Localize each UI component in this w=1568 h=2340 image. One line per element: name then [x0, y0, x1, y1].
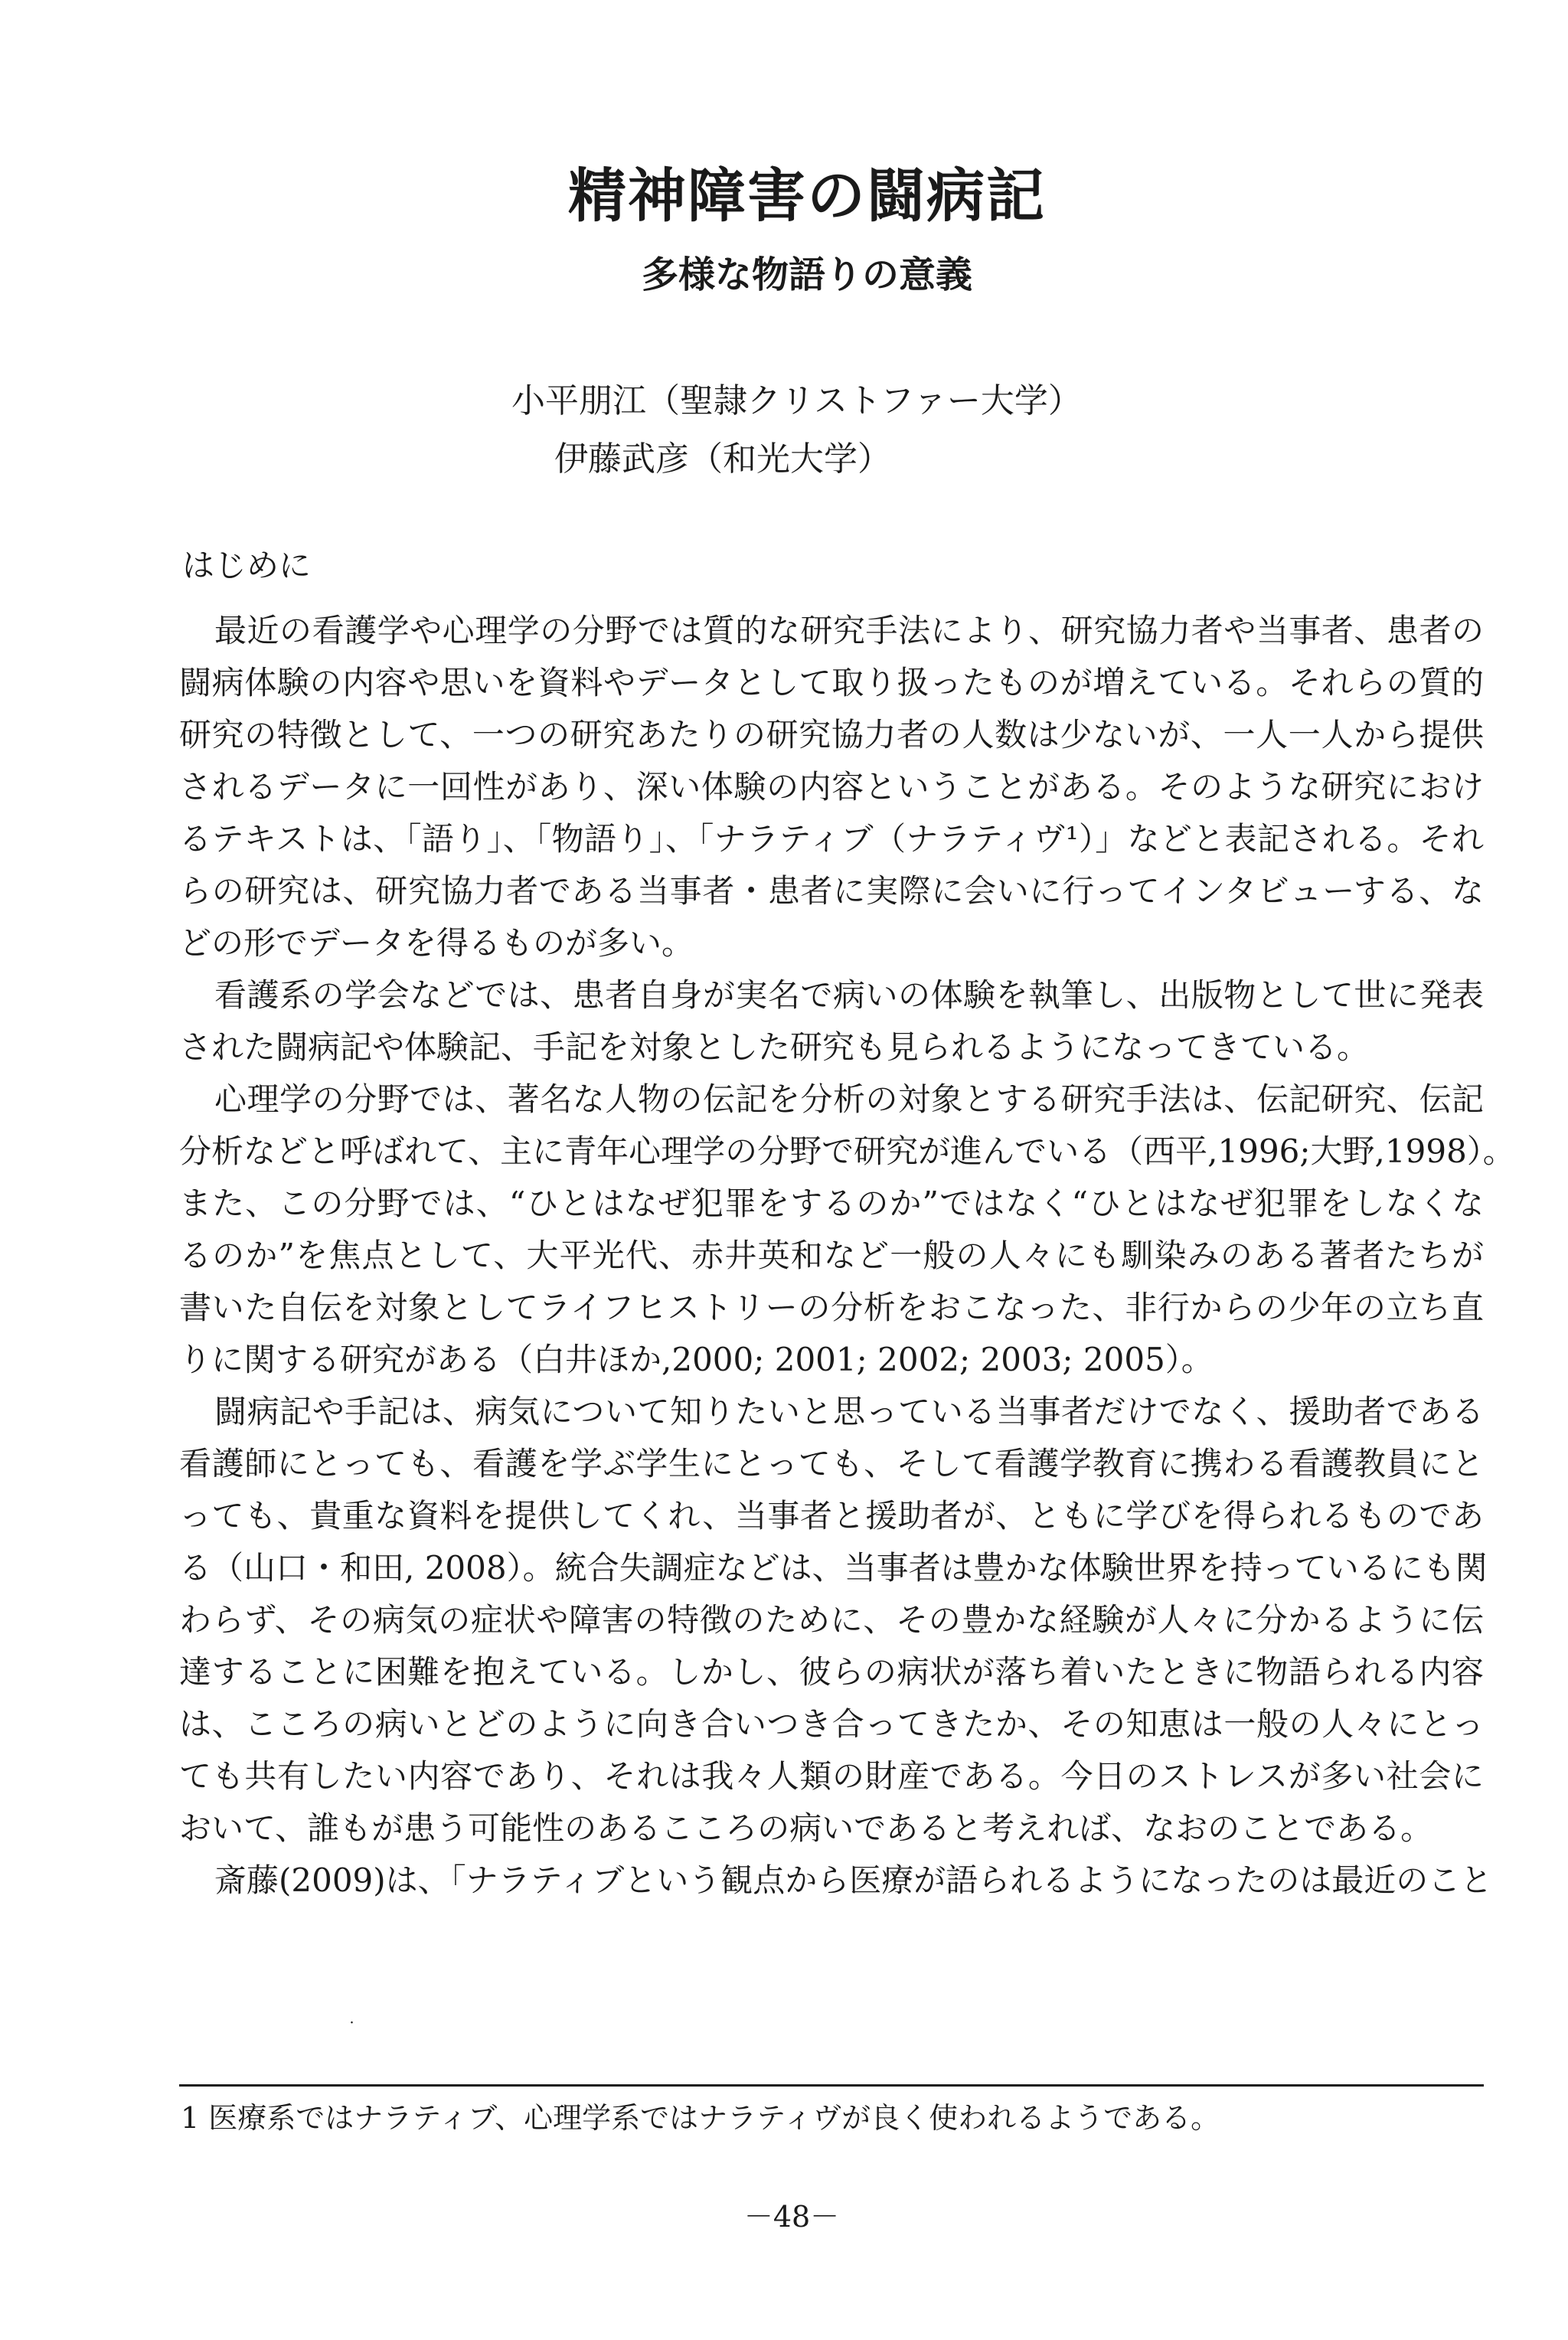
stray-mark: ˙	[348, 2020, 356, 2039]
body-line: 分析などと呼ばれて、主に青年心理学の分野で研究が進んでいる（西平,1996;大野,1998）。	[179, 1132, 1515, 1170]
body-line: 最近の看護学や心理学の分野では質的な研究手法により、研究協力者や当事者、患者の	[214, 612, 1484, 649]
body-line: 研究の特徴として、一つの研究あたりの研究協力者の人数は少ないが、一人一人から提供	[179, 716, 1484, 753]
body-line: 斎藤(2009)は、「ナラティブという観点から医療が語られるようになったのは最近のこと	[214, 1861, 1493, 1899]
body-line: 心理学の分野では、著名な人物の伝記を分析の対象とする研究手法は、伝記研究、伝記	[214, 1080, 1484, 1118]
page-number: －48－	[743, 2200, 840, 2234]
body-line: ても共有したい内容であり、それは我々人類の財産である。今日のストレスが多い社会に	[179, 1757, 1484, 1795]
body-line: また、この分野では、“ひとはなぜ犯罪をするのか”ではなく“ひとはなぜ犯罪をしなくな	[179, 1185, 1484, 1222]
body-line: 看護系の学会などでは、患者自身が実名で病いの体験を執筆し、出版物として世に発表	[214, 976, 1484, 1014]
body-line: は、こころの病いとどのように向き合いつき合ってきたか、その知恵は一般の人々にとっ	[179, 1705, 1484, 1743]
author-line: 伊藤武彦（和光大学）	[554, 440, 891, 479]
body-line: るテキストは、「語り」、「物語り」、「ナラティブ（ナラティヴ¹）」などと表記される。それ	[179, 820, 1484, 858]
body-line: 闘病体験の内容や思いを資料やデータとして取り扱ったものが増えている。それらの質的	[179, 664, 1484, 701]
body-line: された闘病記や体験記、手記を対象とした研究も見られるようになってきている。	[179, 1028, 1370, 1066]
body-line: る（山口・和田, 2008）。統合失調症などは、当事者は豊かな体験世界を持っているにも関	[179, 1549, 1488, 1587]
body-line: されるデータに一回性があり、深い体験の内容ということがある。そのような研究におけ	[179, 768, 1484, 806]
footnote-divider	[179, 2084, 1484, 2087]
section-heading: はじめに	[182, 547, 312, 584]
paper-title: 精神障害の闘病記	[568, 162, 1046, 230]
body-line: 看護師にとっても、看護を学ぶ学生にとっても、そして看護学教育に携わる看護教員にと	[179, 1445, 1484, 1482]
body-line: るのか”を焦点として、大平光代、赤井英和など一般の人々にも馴染みのある著者たちが	[179, 1237, 1484, 1274]
body-line: 達することに困難を抱えている。しかし、彼らの病状が落ち着いたときに物語られる内容	[179, 1653, 1484, 1691]
author-line: 小平朋江（聖隷クリストファー大学）	[511, 381, 1082, 420]
body-line: りに関する研究がある（白井ほか,2000; 2001; 2002; 2003; 2005）。	[179, 1341, 1214, 1378]
paper-subtitle: 多様な物語りの意義	[641, 253, 972, 296]
body-text	[179, 605, 1515, 1907]
footnote: 1 医療系ではナラティブ、心理学系ではナラティヴが良く使われるようである。	[181, 2101, 1220, 2135]
body-line: らの研究は、研究協力者である当事者・患者に実際に会いに行ってインタビューする、な	[179, 872, 1484, 910]
body-line: おいて、誰もが患う可能性のあるこころの病いであると考えれば、なおのことである。	[179, 1809, 1433, 1847]
body-line: わらず、その病気の症状や障害の特徴のために、その豊かな経験が人々に分かるように伝	[179, 1601, 1484, 1639]
body-line: 書いた自伝を対象としてライフヒストリーの分析をおこなった、非行からの少年の立ち直	[179, 1289, 1484, 1326]
body-line: っても、貴重な資料を提供してくれ、当事者と援助者が、ともに学びを得られるものであ	[179, 1497, 1484, 1534]
body-line: どの形でデータを得るものが多い。	[179, 924, 694, 962]
body-line: 闘病記や手記は、病気について知りたいと思っている当事者だけでなく、援助者である	[214, 1393, 1484, 1430]
